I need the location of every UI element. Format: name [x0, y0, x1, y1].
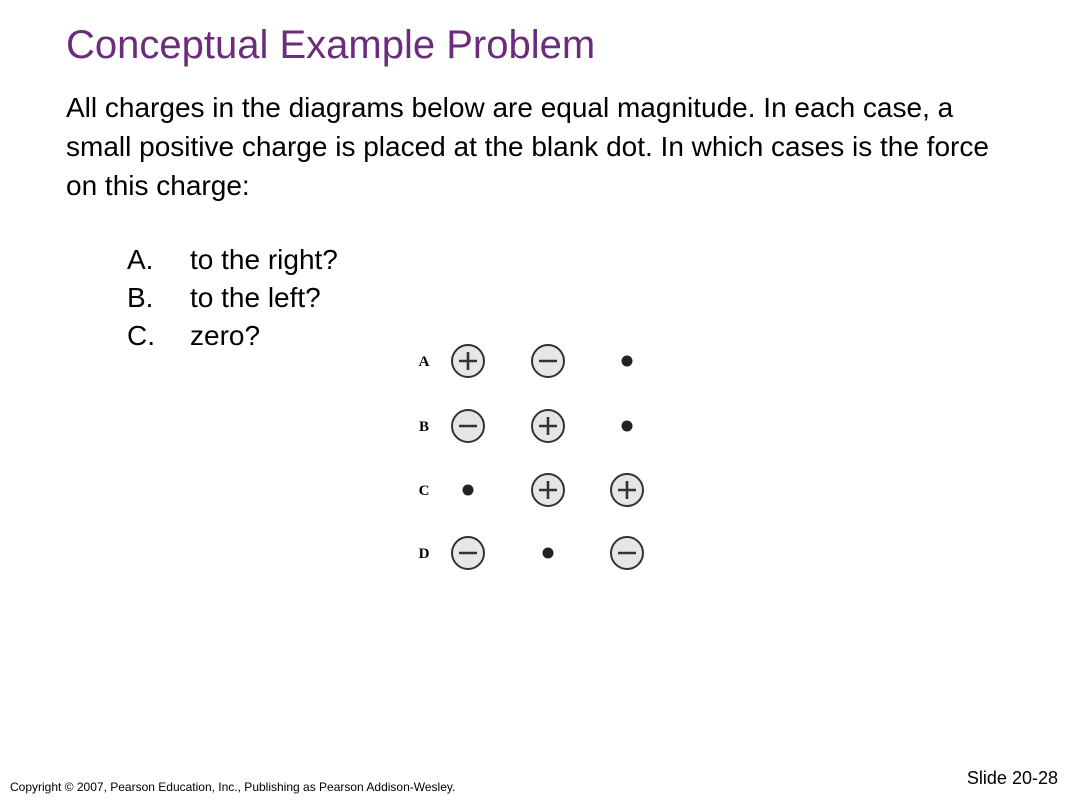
test-point-dot: [622, 421, 633, 432]
row-label-b: B: [418, 419, 430, 435]
option-c-text: zero?: [190, 320, 261, 351]
row-label-d: D: [418, 546, 430, 562]
negative-charge-icon: [532, 345, 564, 377]
option-a-text: to the right?: [190, 244, 338, 275]
negative-charge-icon: [452, 537, 484, 569]
option-a: [127, 241, 338, 279]
row-label-a: A: [418, 354, 430, 370]
slide-number: Slide 20-28: [966, 768, 1058, 788]
test-point-dot: [543, 548, 554, 559]
test-point-dot: [463, 485, 474, 496]
copyright-notice: Copyright © 2007, Pearson Education, Inc., Publishing as Pearson Addison-Wesley.: [10, 780, 456, 794]
option-a-letter: A.: [127, 244, 154, 275]
option-b-text: to the left?: [190, 282, 321, 313]
positive-charge-icon: [452, 345, 484, 377]
slide-title: Conceptual Example Problem: [66, 23, 596, 67]
negative-charge-icon: [611, 537, 643, 569]
positive-charge-icon: [532, 410, 564, 442]
option-c-letter: C.: [127, 320, 155, 351]
test-point-dot: [622, 356, 633, 367]
option-b-letter: B.: [127, 282, 154, 313]
positive-charge-icon: [611, 474, 643, 506]
option-b: [127, 279, 338, 317]
row-label-c: C: [418, 483, 430, 499]
answer-options: [127, 241, 338, 355]
problem-statement: All charges in the diagrams below are equal magnitude. In each case, a small positive charge is placed at the blank dot. In which cases is the force on this charge:: [66, 92, 989, 201]
positive-charge-icon: [532, 474, 564, 506]
option-c: [127, 317, 338, 355]
negative-charge-icon: [452, 410, 484, 442]
charge-diagram: [400, 335, 660, 590]
